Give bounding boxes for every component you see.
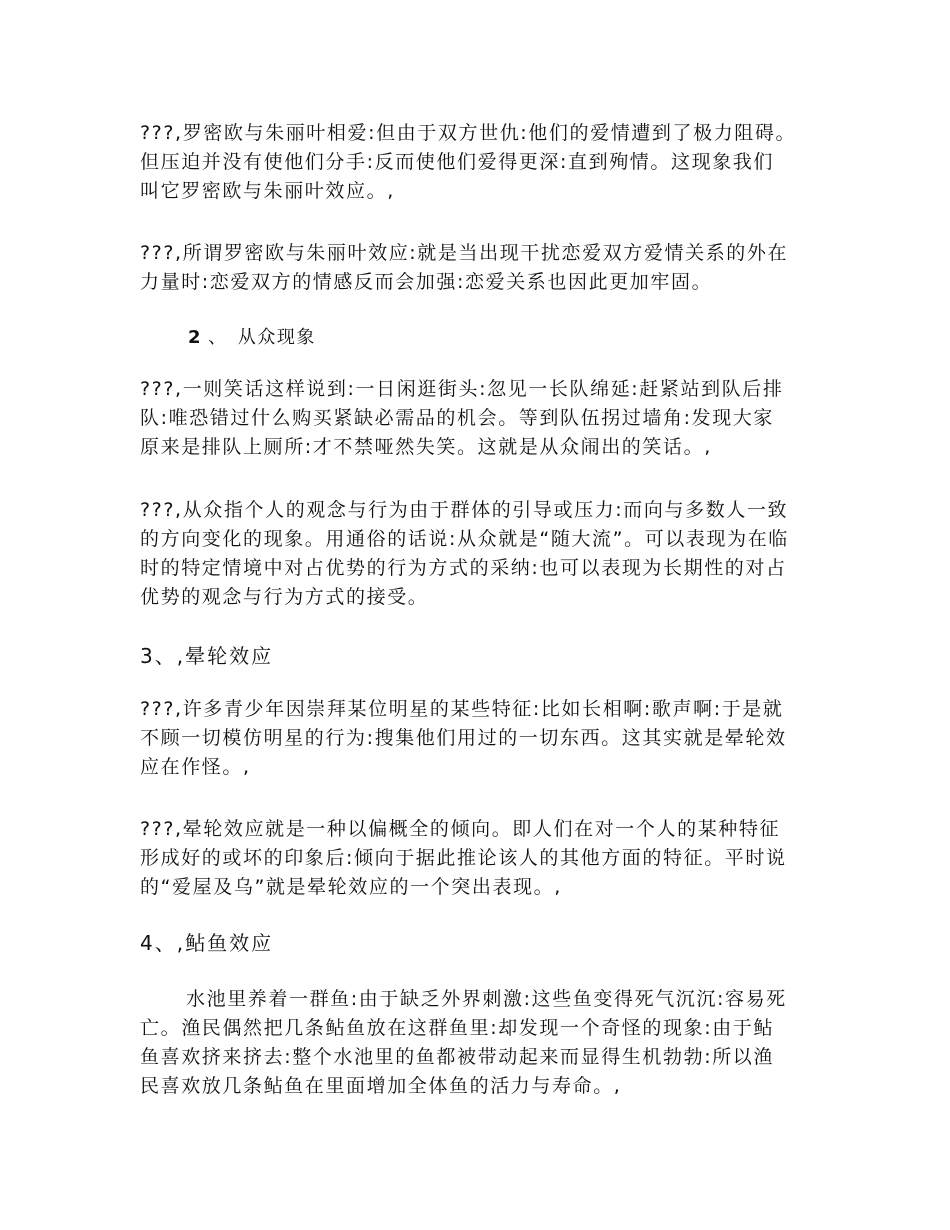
- text-line: ???,一则笑话这样说到:一日闲逛街头:忽见一长队绵延:赶紧站到队后排: [140, 378, 784, 400]
- heading-title: 从众现象: [237, 327, 317, 348]
- text-line: 原来是排队上厕所:才不禁哑然失笑。这就是从众闹出的笑话。,: [140, 436, 712, 458]
- text-line: 不顾一切模仿明星的行为:搜集他们用过的一切东西。这其实就是晕轮效: [140, 727, 787, 749]
- text-line: 民喜欢放几条鲇鱼在里面增加全体鱼的活力与寿命。,: [140, 1075, 622, 1097]
- text-line: 水池里养着一群鱼:由于缺乏外界刺激:这些鱼变得死气沉沉:容易死: [186, 988, 787, 1010]
- text-line: ???,所谓罗密欧与朱丽叶效应:就是当出现干扰恋爱双方爱情关系的外在: [140, 242, 789, 264]
- heading-halo-effect: 3、,晕轮效应: [140, 644, 274, 668]
- paragraph-conformity-story: [140, 375, 830, 462]
- text-line: 力量时:恋爱双方的情感反而会加强:恋爱关系也因此更加牢固。: [140, 271, 713, 293]
- text-line: 的方向变化的现象。用通俗的话说:从众就是“随大流”。可以表现为在临: [140, 528, 789, 550]
- text-line: 鱼喜欢挤来挤去:整个水池里的鱼都被带动起来而显得生机勃勃:所以渔: [140, 1046, 775, 1068]
- text-line: ???,许多青少年因崇拜某位明星的某些特征:比如长相啊:歌声啊:于是就: [140, 698, 784, 720]
- paragraph-catfish-story: [140, 985, 830, 1101]
- paragraph-conformity-definition: [140, 496, 830, 612]
- heading-catfish-effect: 4、,鲇鱼效应: [140, 931, 274, 955]
- heading-conformity: [188, 326, 316, 350]
- text-line: 形成好的或坏的印象后:倾向于据此推论该人的其他方面的特征。平时说: [140, 847, 787, 869]
- text-line: 队:唯恐错过什么购买紧缺必需品的机会。等到队伍拐过墙角:发现大家: [140, 407, 775, 429]
- text-line: 叫它罗密欧与朱丽叶效应。,: [140, 180, 395, 202]
- text-line: 优势的观念与行为方式的接受。: [140, 586, 429, 608]
- paragraph-halo-story: [140, 695, 830, 782]
- text-line: 应在作怪。,: [140, 756, 251, 778]
- paragraph-romeo-juliet-definition: [140, 239, 830, 297]
- text-line: 时的特定情境中对占优势的行为方式的采纳:也可以表现为长期性的对占: [140, 557, 787, 579]
- heading-number: 2: [188, 327, 203, 348]
- text-line: 亡。渔民偶然把几条鲇鱼放在这群鱼里:却发现一个奇怪的现象:由于鲇: [140, 1017, 775, 1039]
- text-line: 但压迫并没有使他们分手:反而使他们爱得更深:直到殉情。这现象我们: [140, 151, 775, 173]
- text-line: 的“爱屋及乌”就是晕轮效应的一个突出表现。,: [140, 876, 562, 898]
- text-line: ???,从众指个人的观念与行为由于群体的引导或压力:而向与多数人一致: [140, 499, 789, 521]
- paragraph-halo-definition: [140, 815, 830, 902]
- heading-separator: 、: [208, 327, 228, 348]
- text-line: ???,罗密欧与朱丽叶相爱:但由于双方世仇:他们的爱情遭到了极力阻碍。: [140, 122, 797, 144]
- text-line: ???,晕轮效应就是一种以偏概全的倾向。即人们在对一个人的某种特征: [140, 818, 781, 840]
- paragraph-romeo-juliet-story: [140, 119, 830, 206]
